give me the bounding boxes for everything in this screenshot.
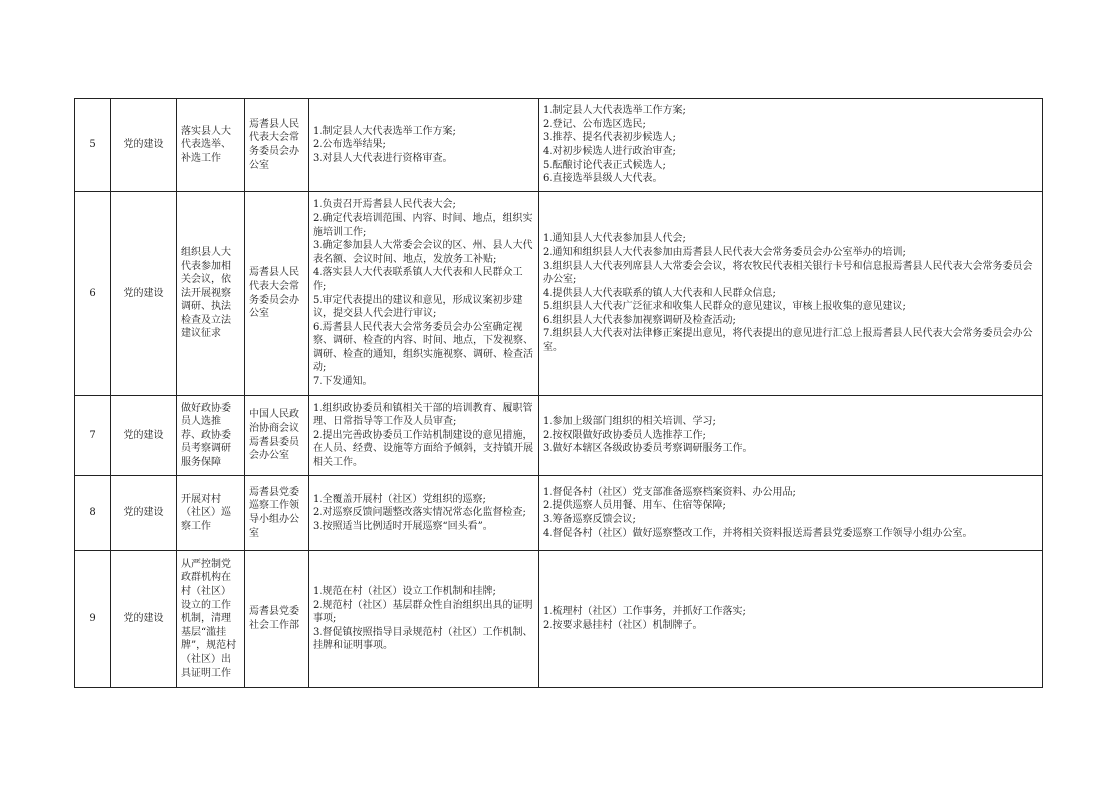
row-category: 党的建设 [111, 192, 177, 396]
row-county-duties [309, 551, 539, 688]
duty-line: 3.按照适当比例适时开展巡察“回头看”。 [313, 520, 493, 532]
row-department: 焉耆县党委巡察工作领导小组办公室 [245, 476, 309, 551]
row-category: 党的建设 [111, 551, 177, 688]
row-town-duties [539, 192, 1043, 396]
row-number: 8 [75, 476, 111, 551]
row-item: 开展对村（社区）巡察工作 [177, 476, 245, 551]
row-number: 7 [75, 396, 111, 476]
duty-line: 7.下发通知。 [313, 376, 373, 388]
duty-line: 4.提供县人大代表联系的镇人大代表和人民群众信息; [543, 287, 776, 299]
duty-line: 3.做好本辖区各级政协委员考察调研服务工作。 [543, 443, 753, 455]
duty-line: 1.参加上级部门组织的相关培训、学习; [543, 416, 716, 428]
row-county-duties [309, 192, 539, 396]
row-number: 6 [75, 192, 111, 396]
row-town-duties [539, 99, 1043, 192]
duty-line: 1.制定县人大代表选举工作方案; [313, 125, 456, 137]
table-row [75, 396, 1043, 476]
duty-line: 3.确定参加县人大常委会会议的区、州、县人大代表名额、会议时间、地点，发放务工补贴; [313, 240, 533, 265]
duty-line: 1.组织政协委员和镇相关干部的培训教育、履职管理、日常指导等工作及人员审查; [313, 402, 533, 428]
row-department: 焉耆县人民代表大会常务委员会办公室 [245, 99, 309, 192]
table-row [75, 192, 1043, 396]
row-town-duties [539, 476, 1043, 551]
duty-line: 3.推荐、提名代表初步候选人; [543, 132, 676, 144]
duty-line: 2.确定代表培训范围、内容、时间、地点，组织实施培训工作; [313, 212, 533, 238]
duty-line: 1.全覆盖开展村（社区）党组织的巡察; [313, 493, 486, 505]
duty-line: 3.督促镇按照指导目录规范村（社区）工作机制、挂牌和证明事项。 [313, 626, 533, 652]
duty-line: 2.提供巡察人员用餐、用车、住宿等保障; [543, 500, 726, 512]
row-county-duties [309, 99, 539, 192]
row-department: 中国人民政治协商会议焉耆县委员会办公室 [245, 396, 309, 476]
row-county-duties [309, 476, 539, 551]
table-row [75, 551, 1043, 688]
duty-line: 3.筹备巡察反馈会议; [543, 514, 636, 525]
duty-line: 2.按要求悬挂村（社区）机制牌子。 [543, 620, 703, 631]
duty-line: 5.审定代表提出的建议和意见，形成议案初步建议，提交县人代会进行审议; [313, 294, 523, 320]
duty-line: 4.对初步候选人进行政治审查; [543, 146, 676, 157]
duty-line: 2.规范村（社区）基层群众性自治组织出具的证明事项; [313, 599, 533, 625]
duty-line: 4.督促各村（社区）做好巡察整改工作，并将相关资料报送焉耆县党委巡察工作领导小组办公室。 [543, 527, 973, 539]
responsibility-table [74, 98, 1043, 688]
row-department: 焉耆县党委社会工作部 [245, 551, 309, 688]
duty-line: 1.负责召开焉耆县人民代表大会; [313, 199, 456, 211]
duty-line: 5.组织县人大代表广泛征求和收集人民群众的意见建议，审核上报收集的意见建议; [543, 301, 906, 313]
table-row [75, 476, 1043, 551]
duty-line: 6.焉耆县人民代表大会常务委员会办公室确定视察、调研、检查的内容、时间、地点，下发视察、调研、检查的通知，组织实施视察、调研、检查活动; [313, 321, 533, 374]
duty-line: 1.梳理村（社区）工作事务，并抓好工作落实; [543, 606, 746, 618]
duty-line: 7.组织县人大代表对法律修正案提出意见，将代表提出的意见进行汇总上报焉耆县人民代表大会常务委员会办公室。 [543, 328, 1033, 354]
duty-line: 2.公布选举结果; [313, 139, 386, 151]
row-category: 党的建设 [111, 476, 177, 551]
row-category: 党的建设 [111, 396, 177, 476]
duty-line: 2.按权限做好政协委员人选推荐工作; [543, 429, 706, 441]
row-town-duties [539, 396, 1043, 476]
duty-line: 1.通知县人大代表参加县人代会; [543, 233, 686, 245]
row-item: 组织县人大代表参加相关会议，依法开展视察调研、执法检查及立法建议征求 [177, 192, 245, 396]
duty-line: 3.组织县人大代表列席县人大常委会会议，将农牧民代表相关银行卡号和信息报焉耆县人民代表大会常务委员会办公室; [543, 260, 1033, 286]
duty-line: 2.对巡察反馈问题整改落实情况常态化监督检查; [313, 507, 526, 519]
table-row [75, 99, 1043, 192]
duty-line: 2.提出完善政协委员工作站机制建设的意见措施，在人员、经费、设施等方面给予倾斜，支持镇开展相关工作。 [313, 429, 533, 468]
duty-line: 6.组织县人大代表参加视察调研及检查活动; [543, 314, 736, 326]
row-number: 9 [75, 551, 111, 688]
row-category: 党的建设 [111, 99, 177, 192]
duty-line: 2.通知和组织县人大代表参加由焉耆县人民代表大会常务委员会办公室举办的培训; [543, 246, 906, 258]
duty-line: 1.规范在村（社区）设立工作机制和挂牌; [313, 586, 496, 598]
duty-line: 2.登记、公布选区选民; [543, 118, 646, 130]
row-department: 焉耆县人民代表大会常务委员会办公室 [245, 192, 309, 396]
row-item: 做好政协委员人选推荐、政协委员考察调研服务保障 [177, 396, 245, 476]
row-town-duties [539, 551, 1043, 688]
duty-line: 5.酝酿讨论代表正式候选人; [543, 159, 666, 171]
row-county-duties [309, 396, 539, 476]
duty-line: 6.直接选举县级人大代表。 [543, 173, 663, 185]
row-number: 5 [75, 99, 111, 192]
duty-line: 4.落实县人大代表联系镇人大代表和人民群众工作; [313, 267, 523, 292]
row-item: 从严控制党政群机构在村（社区）设立的工作机制，清理基层“滥挂牌”，规范村（社区）出具证明工作 [177, 551, 245, 688]
table-body [75, 99, 1043, 688]
duty-line: 3.对县人大代表进行资格审查。 [313, 152, 453, 164]
row-item: 落实县人大代表选举、补选工作 [177, 99, 245, 192]
duty-line: 1.督促各村（社区）党支部准备巡察档案资料、办公用品; [543, 486, 796, 498]
duty-line: 1.制定县人大代表选举工作方案; [543, 105, 686, 117]
